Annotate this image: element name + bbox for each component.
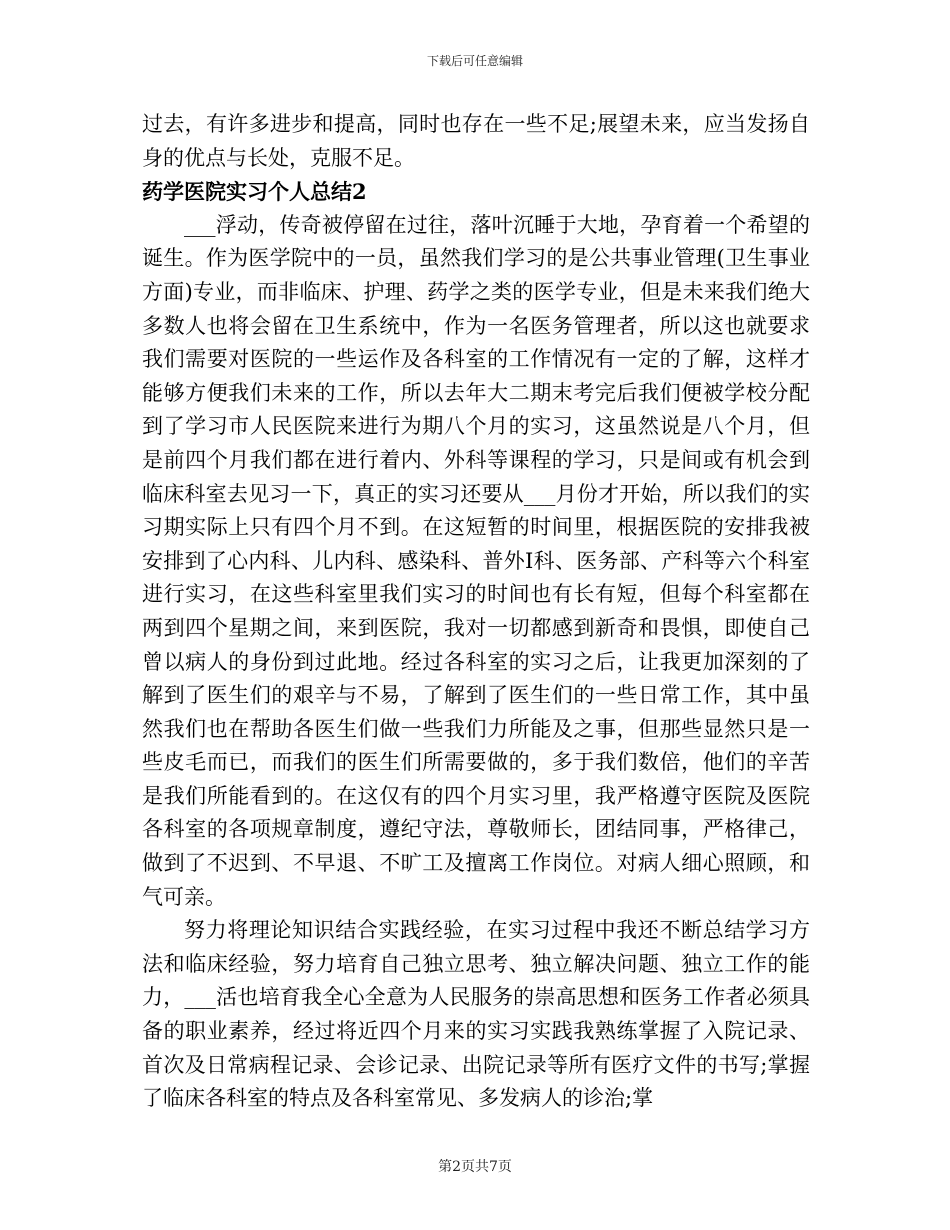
paragraph-intro: 过去，有许多进步和提高，同时也存在一些不足;展望未来，应当发扬自身的优点与长处，克服不足。: [142, 112, 810, 170]
section-title: 药学医院实习个人总结2: [142, 179, 367, 205]
page-number: 第2页共7页: [438, 1159, 512, 1175]
page-header-note: 下载后可任意编辑: [426, 54, 523, 68]
paragraph-1: ___浮动，传奇被停留在过往，落叶沉睡于大地，孕育着一个希望的诞生。作为医学院中的一员，虽然我们学习的是公共事业管理(卫生事业方面)专业，而非临床、护理、药学之类的医学专业，但是未来我们绝大多数人也将会留在卫生系统中，作为一名医务管理者，所以这也就要求我们需要对医院的一些运作及各科室的工作情况有一定的了解，这样才能够方便我们未来的工作，所以去年大二期末考完后我们便被学校分配到了学习市人民医院来进行为期八个月的实习，这虽然说是八个月，但是前四个月我们都在进行着内、外科等课程的学习，只是间或有机会到临床科室去见习一下，真正的实习还要从___月份才开始，所以我们的实习期实际上只有四个月不到。在这短暂的时间里，根据医院的安排我被安排到了心内科、儿内科、感染科、普外Ⅰ科、医务部、产科等六个科室进行实习，在这些科室里我们实习的时间也有长有短，但每个科室都在两到四个星期之间，来到医院，我对一切都感到新奇和畏惧，即使自己曾以病人的身份到过此地。经过各科室的实习之后，让我更加深刻的了解到了医生们的艰辛与不易，了解到了医生们的一些日常工作，其中虽然我们也在帮助各医生们做一些我们力所能及之事，但那些显然只是一些皮毛而已，而我们的医生们所需要做的，多于我们数倍，他们的辛苦是我们所能看到的。在这仅有的四个月实习里，我严格遵守医院及医院各科室的各项规章制度，遵纪守法，尊敬师长，团结同事，严格律己，做到了不迟到、不早退、不旷工及擅离工作岗位。对病人细心照顾，和气可亲。: [142, 212, 810, 909]
paragraph-2: 努力将理论知识结合实践经验，在实习过程中我还不断总结学习方法和临床经验，努力培育自己独立思考、独立解决问题、独立工作的能力，___活也培育我全心全意为人民服务的崇高思想和医务工作者必须具备的职业素养，经过将近四个月来的实习实践我熟练掌握了入院记录、首次及日常病程记录、会诊记录、出院记录等所有医疗文件的书写;掌握了临床各科室的特点及各科室常见、多发病人的诊治;掌: [142, 918, 810, 1111]
document-body: [142, 108, 810, 1116]
